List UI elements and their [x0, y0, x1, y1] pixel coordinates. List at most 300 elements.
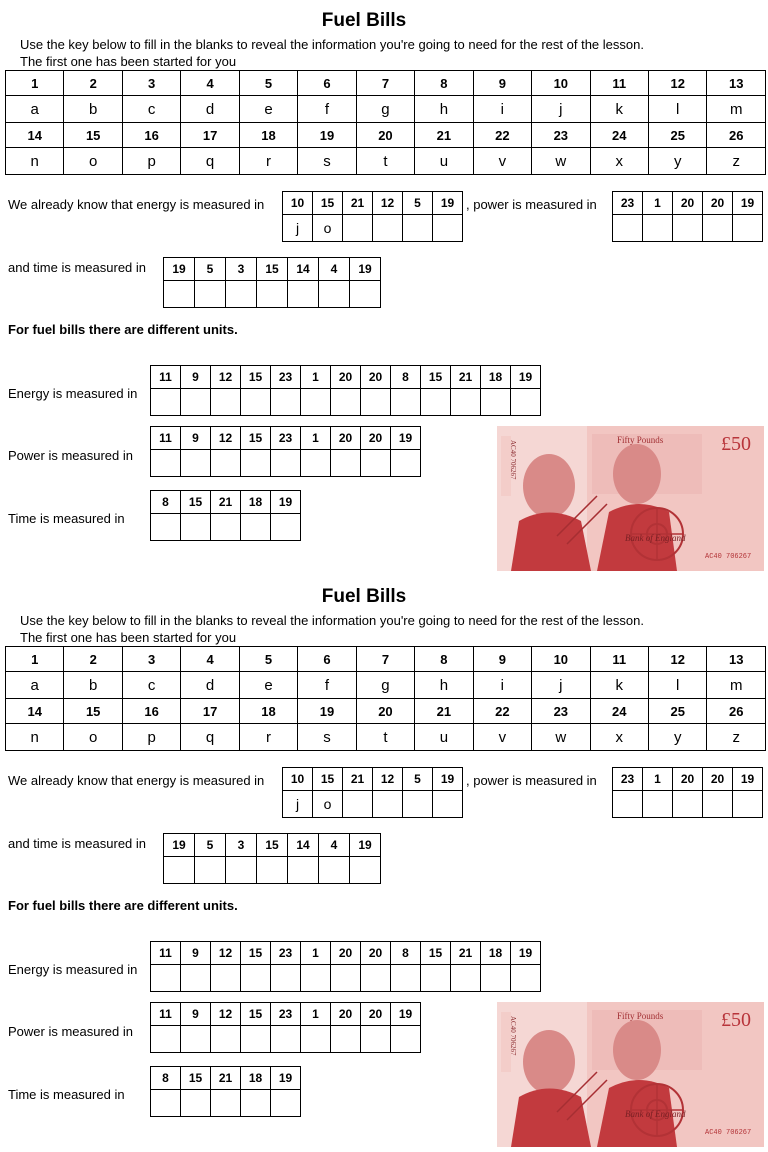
answer-blank-cell[interactable]	[181, 965, 211, 992]
answer-blank-cell[interactable]	[331, 1026, 361, 1053]
key-letter-cell: p	[122, 148, 180, 175]
answer-blank-cell[interactable]	[361, 389, 391, 416]
code-number-cell: 19	[350, 834, 381, 857]
code-number-cell: 19	[511, 366, 541, 389]
code-number-cell: 21	[343, 768, 373, 791]
answer-blank-cell[interactable]	[391, 389, 421, 416]
answer-blank-cell[interactable]	[319, 281, 350, 308]
code-number-cell: 10	[283, 192, 313, 215]
answer-blank-cell[interactable]	[481, 389, 511, 416]
key-letter-cell: j	[532, 672, 590, 699]
answer-blank-cell[interactable]	[271, 965, 301, 992]
answer-row	[283, 215, 463, 242]
answer-blank-cell[interactable]	[164, 857, 195, 884]
answer-row	[164, 857, 381, 884]
key-letter-cell: v	[473, 724, 531, 751]
answer-row	[613, 791, 763, 818]
key-number-cell: 25	[648, 123, 706, 148]
answer-blank-cell[interactable]	[331, 965, 361, 992]
answer-blank-cell[interactable]	[195, 857, 226, 884]
code-number-cell: 21	[343, 192, 373, 215]
answer-blank-cell[interactable]	[151, 965, 181, 992]
code-number-cell: 15	[181, 491, 211, 514]
key-number-cell: 5	[239, 71, 297, 96]
answer-blank-cell[interactable]	[211, 1090, 241, 1117]
key-number-cell: 12	[648, 647, 706, 672]
cipher-key-table	[5, 646, 766, 751]
answer-blank-cell[interactable]	[391, 1026, 421, 1053]
key-letter-cell: a	[6, 96, 64, 123]
answer-blank-cell[interactable]: o	[313, 215, 343, 242]
code-number-cell: 15	[313, 768, 343, 791]
code-number-cell: 19	[391, 1003, 421, 1026]
key-letter-cell: w	[532, 724, 590, 751]
code-number-row	[613, 192, 763, 215]
code-number-cell: 1	[301, 942, 331, 965]
code-number-cell: 18	[481, 942, 511, 965]
instruction-line-1: Use the key below to fill in the blanks to reveal the information you're going to need for the rest of the lesson.	[20, 613, 644, 628]
answer-blank-cell[interactable]	[373, 215, 403, 242]
banknote-denomination: £50	[721, 433, 751, 455]
code-table-watts	[612, 191, 763, 242]
code-number-cell: 20	[361, 366, 391, 389]
code-number-cell: 15	[241, 427, 271, 450]
answer-blank-cell[interactable]	[733, 215, 763, 242]
code-number-cell: 20	[361, 1003, 391, 1026]
key-letter-cell: h	[415, 96, 473, 123]
code-number-row	[151, 942, 541, 965]
key-number-cell: 2	[64, 71, 122, 96]
code-number-cell: 10	[283, 768, 313, 791]
code-number-cell: 12	[211, 366, 241, 389]
code-table-joules	[282, 767, 463, 818]
key-letter-cell: l	[648, 672, 706, 699]
answer-blank-cell[interactable]	[211, 1026, 241, 1053]
key-number-cell: 8	[415, 647, 473, 672]
code-number-cell: 21	[211, 491, 241, 514]
key-number-cell: 11	[590, 647, 648, 672]
answer-blank-cell[interactable]	[703, 791, 733, 818]
answer-blank-cell[interactable]	[511, 389, 541, 416]
answer-blank-cell[interactable]	[643, 215, 673, 242]
answer-blank-cell[interactable]	[301, 389, 331, 416]
code-number-cell: 1	[643, 192, 673, 215]
answer-blank-cell[interactable]	[421, 389, 451, 416]
code-number-cell: 19	[433, 192, 463, 215]
cipher-key-table	[5, 70, 766, 175]
code-number-cell: 20	[331, 942, 361, 965]
answer-blank-cell[interactable]	[343, 791, 373, 818]
key-number-cell: 24	[590, 699, 648, 724]
code-number-cell: 3	[226, 834, 257, 857]
answer-blank-cell[interactable]	[226, 281, 257, 308]
code-number-cell: 20	[673, 192, 703, 215]
key-number-cell: 13	[707, 647, 766, 672]
answer-blank-cell[interactable]	[373, 791, 403, 818]
key-number-cell: 25	[648, 699, 706, 724]
code-table-kilowatt-hours	[150, 365, 541, 416]
answer-blank-cell[interactable]	[481, 965, 511, 992]
answer-blank-cell[interactable]	[703, 215, 733, 242]
code-number-cell: 8	[391, 942, 421, 965]
answer-blank-cell[interactable]	[151, 1026, 181, 1053]
code-number-row	[283, 192, 463, 215]
code-number-cell: 4	[319, 258, 350, 281]
code-number-cell: 11	[151, 942, 181, 965]
code-number-row	[151, 427, 421, 450]
answer-blank-cell[interactable]	[271, 450, 301, 477]
time-label: Time is measured in	[8, 511, 125, 526]
answer-blank-cell[interactable]	[451, 965, 481, 992]
code-number-cell: 18	[481, 366, 511, 389]
key-number-cell: 4	[181, 71, 239, 96]
code-number-cell: 15	[257, 258, 288, 281]
key-letter-cell: k	[590, 96, 648, 123]
key-letter-cell: e	[239, 96, 297, 123]
power-sentence: , power is measured in	[466, 197, 597, 212]
code-number-cell: 4	[319, 834, 350, 857]
key-number-row	[6, 123, 766, 148]
answer-blank-cell[interactable]	[301, 450, 331, 477]
key-letter-cell: r	[239, 148, 297, 175]
code-number-cell: 19	[271, 1067, 301, 1090]
answer-blank-cell[interactable]	[433, 791, 463, 818]
code-number-cell: 12	[211, 427, 241, 450]
key-letter-cell: a	[6, 672, 64, 699]
answer-row	[613, 215, 763, 242]
code-number-cell: 9	[181, 1003, 211, 1026]
worksheet	[0, 576, 768, 1152]
code-number-cell: 1	[301, 1003, 331, 1026]
answer-blank-cell[interactable]: j	[283, 215, 313, 242]
answer-blank-cell[interactable]	[733, 791, 763, 818]
answer-blank-cell[interactable]	[319, 857, 350, 884]
answer-blank-cell[interactable]	[301, 965, 331, 992]
key-number-cell: 15	[64, 699, 122, 724]
energy-sentence: We already know that energy is measured in	[8, 197, 265, 212]
code-number-cell: 5	[195, 258, 226, 281]
key-letter-cell: j	[532, 96, 590, 123]
key-letter-cell: u	[415, 148, 473, 175]
code-number-cell: 1	[643, 768, 673, 791]
key-number-cell: 21	[415, 699, 473, 724]
code-number-cell: 19	[733, 768, 763, 791]
key-letter-cell: z	[707, 148, 766, 175]
answer-blank-cell[interactable]	[241, 1026, 271, 1053]
banknote-denomination: £50	[721, 1009, 751, 1031]
key-number-cell: 21	[415, 123, 473, 148]
answer-blank-cell[interactable]	[391, 450, 421, 477]
answer-blank-cell[interactable]: o	[313, 791, 343, 818]
key-number-cell: 20	[356, 699, 414, 724]
answer-row	[151, 1026, 421, 1053]
answer-blank-cell[interactable]	[181, 450, 211, 477]
answer-blank-cell[interactable]	[241, 450, 271, 477]
answer-blank-cell[interactable]	[350, 857, 381, 884]
answer-blank-cell[interactable]	[643, 791, 673, 818]
power-sentence: , power is measured in	[466, 773, 597, 788]
code-number-cell: 9	[181, 366, 211, 389]
answer-blank-cell[interactable]	[361, 450, 391, 477]
answer-blank-cell[interactable]	[511, 965, 541, 992]
code-number-cell: 15	[421, 366, 451, 389]
code-number-cell: 12	[211, 942, 241, 965]
key-letter-cell: r	[239, 724, 297, 751]
key-number-cell: 18	[239, 699, 297, 724]
answer-blank-cell[interactable]	[343, 215, 373, 242]
code-number-cell: 19	[391, 427, 421, 450]
key-number-cell: 2	[64, 647, 122, 672]
answer-row	[151, 965, 541, 992]
code-number-cell: 15	[241, 942, 271, 965]
section-heading: For fuel bills there are different units.	[8, 898, 238, 913]
key-number-cell: 20	[356, 123, 414, 148]
answer-blank-cell[interactable]	[331, 389, 361, 416]
answer-blank-cell[interactable]	[181, 514, 211, 541]
key-letter-cell: i	[473, 96, 531, 123]
banknote-serial: AC40 706267	[705, 1129, 752, 1137]
key-number-cell: 18	[239, 123, 297, 148]
answer-blank-cell[interactable]	[151, 514, 181, 541]
key-letter-cell: n	[6, 724, 64, 751]
answer-blank-cell[interactable]	[211, 450, 241, 477]
code-number-cell: 23	[271, 1003, 301, 1026]
key-number-cell: 3	[122, 71, 180, 96]
key-letter-cell: d	[181, 96, 239, 123]
code-number-cell: 15	[421, 942, 451, 965]
energy-sentence: We already know that energy is measured in	[8, 773, 265, 788]
answer-blank-cell[interactable]	[403, 791, 433, 818]
code-number-cell: 20	[331, 366, 361, 389]
key-letter-cell: p	[122, 724, 180, 751]
key-letter-cell: z	[707, 724, 766, 751]
serial-vertical: AC40 706267	[509, 440, 517, 480]
instruction-line-2: The first one has been started for you	[20, 54, 237, 69]
answer-blank-cell[interactable]	[257, 281, 288, 308]
answer-blank-cell[interactable]	[181, 389, 211, 416]
key-number-cell: 11	[590, 71, 648, 96]
answer-blank-cell[interactable]: j	[283, 791, 313, 818]
code-number-cell: 23	[613, 192, 643, 215]
answer-blank-cell[interactable]	[613, 215, 643, 242]
code-number-cell: 15	[313, 192, 343, 215]
answer-blank-cell[interactable]	[211, 389, 241, 416]
answer-blank-cell[interactable]	[613, 791, 643, 818]
code-number-cell: 1	[301, 366, 331, 389]
answer-blank-cell[interactable]	[211, 514, 241, 541]
code-number-cell: 12	[373, 192, 403, 215]
code-number-cell: 18	[241, 1067, 271, 1090]
code-table-kilowatts	[150, 1002, 421, 1053]
key-letter-cell: b	[64, 672, 122, 699]
key-number-cell: 16	[122, 699, 180, 724]
code-number-cell: 19	[511, 942, 541, 965]
answer-blank-cell[interactable]	[151, 1090, 181, 1117]
answer-blank-cell[interactable]	[288, 281, 319, 308]
code-number-cell: 19	[164, 258, 195, 281]
key-number-cell: 17	[181, 123, 239, 148]
answer-blank-cell[interactable]	[421, 965, 451, 992]
key-number-row	[6, 647, 766, 672]
answer-blank-cell[interactable]	[241, 514, 271, 541]
key-number-cell: 23	[532, 699, 590, 724]
answer-blank-cell[interactable]	[241, 965, 271, 992]
key-number-cell: 14	[6, 123, 64, 148]
banknote-header: Fifty Pounds	[617, 435, 664, 445]
key-letter-cell: s	[298, 148, 356, 175]
answer-blank-cell[interactable]	[451, 389, 481, 416]
answer-blank-cell[interactable]	[301, 1026, 331, 1053]
code-number-cell: 15	[181, 1067, 211, 1090]
key-letter-cell: f	[298, 96, 356, 123]
code-number-cell: 19	[271, 491, 301, 514]
banknote-image	[497, 426, 764, 571]
key-letter-cell: q	[181, 148, 239, 175]
key-number-row	[6, 71, 766, 96]
answer-blank-cell[interactable]	[361, 1026, 391, 1053]
answer-blank-cell[interactable]	[673, 215, 703, 242]
code-number-row	[164, 834, 381, 857]
energy-label: Energy is measured in	[8, 962, 138, 977]
key-number-cell: 9	[473, 71, 531, 96]
code-number-cell: 20	[703, 768, 733, 791]
key-letter-cell: v	[473, 148, 531, 175]
key-letter-cell: m	[707, 96, 766, 123]
code-table-kilowatts	[150, 426, 421, 477]
code-number-row	[151, 366, 541, 389]
answer-blank-cell[interactable]	[673, 791, 703, 818]
key-number-cell: 24	[590, 123, 648, 148]
instruction-line-1: Use the key below to fill in the blanks to reveal the information you're going to need for the rest of the lesson.	[20, 37, 644, 52]
key-letter-cell: x	[590, 148, 648, 175]
code-number-row	[151, 491, 301, 514]
code-number-cell: 5	[403, 192, 433, 215]
key-letter-cell: x	[590, 724, 648, 751]
code-number-cell: 21	[451, 366, 481, 389]
key-letter-cell: n	[6, 148, 64, 175]
key-letter-cell: d	[181, 672, 239, 699]
code-table-seconds	[163, 257, 381, 308]
code-number-cell: 23	[271, 427, 301, 450]
key-number-cell: 8	[415, 71, 473, 96]
answer-blank-cell[interactable]	[350, 281, 381, 308]
power-label: Power is measured in	[8, 448, 133, 463]
key-number-row	[6, 699, 766, 724]
code-number-cell: 23	[271, 366, 301, 389]
key-letter-row	[6, 148, 766, 175]
code-number-cell: 15	[241, 366, 271, 389]
code-number-cell: 12	[211, 1003, 241, 1026]
answer-blank-cell[interactable]	[331, 450, 361, 477]
key-letter-cell: m	[707, 672, 766, 699]
code-table-kilowatt-hours	[150, 941, 541, 992]
key-letter-cell: b	[64, 96, 122, 123]
answer-blank-cell[interactable]	[164, 281, 195, 308]
answer-blank-cell[interactable]	[271, 514, 301, 541]
key-letter-cell: e	[239, 672, 297, 699]
code-number-row	[283, 768, 463, 791]
code-number-cell: 12	[373, 768, 403, 791]
key-number-cell: 1	[6, 71, 64, 96]
key-number-cell: 13	[707, 71, 766, 96]
answer-blank-cell[interactable]	[433, 215, 463, 242]
key-letter-row	[6, 96, 766, 123]
key-letter-cell: l	[648, 96, 706, 123]
key-letter-cell: u	[415, 724, 473, 751]
key-number-cell: 16	[122, 123, 180, 148]
answer-blank-cell[interactable]	[151, 389, 181, 416]
answer-blank-cell[interactable]	[271, 1090, 301, 1117]
code-number-cell: 19	[733, 192, 763, 215]
key-letter-cell: y	[648, 724, 706, 751]
code-number-row	[151, 1067, 301, 1090]
key-number-cell: 15	[64, 123, 122, 148]
code-number-cell: 5	[195, 834, 226, 857]
answer-blank-cell[interactable]	[257, 857, 288, 884]
key-letter-cell: w	[532, 148, 590, 175]
answer-row	[151, 450, 421, 477]
answer-blank-cell[interactable]	[271, 1026, 301, 1053]
key-number-cell: 19	[298, 699, 356, 724]
code-number-cell: 23	[271, 942, 301, 965]
key-number-cell: 14	[6, 699, 64, 724]
banknote-header: Fifty Pounds	[617, 1011, 664, 1021]
answer-blank-cell[interactable]	[391, 965, 421, 992]
answer-blank-cell[interactable]	[226, 857, 257, 884]
banknote-illustration	[497, 426, 764, 571]
answer-blank-cell[interactable]	[271, 389, 301, 416]
answer-blank-cell[interactable]	[195, 281, 226, 308]
code-table-seconds	[163, 833, 381, 884]
code-number-cell: 19	[433, 768, 463, 791]
answer-row	[151, 389, 541, 416]
answer-blank-cell[interactable]	[151, 450, 181, 477]
answer-blank-cell[interactable]	[211, 965, 241, 992]
code-number-cell: 3	[226, 258, 257, 281]
key-number-cell: 23	[532, 123, 590, 148]
key-number-cell: 12	[648, 71, 706, 96]
answer-blank-cell[interactable]	[403, 215, 433, 242]
key-letter-cell: q	[181, 724, 239, 751]
key-letter-cell: c	[122, 672, 180, 699]
code-table-watts	[612, 767, 763, 818]
code-number-row	[613, 768, 763, 791]
answer-blank-cell[interactable]	[288, 857, 319, 884]
code-number-cell: 11	[151, 427, 181, 450]
banknote-issuer: Bank of England	[625, 533, 686, 543]
answer-blank-cell[interactable]	[361, 965, 391, 992]
code-number-cell: 11	[151, 1003, 181, 1026]
banknote-issuer: Bank of England	[625, 1109, 686, 1119]
answer-blank-cell[interactable]	[241, 1090, 271, 1117]
worksheet-title: Fuel Bills	[321, 10, 407, 31]
key-number-cell: 17	[181, 699, 239, 724]
worksheet-title: Fuel Bills	[321, 586, 407, 607]
key-letter-cell: t	[356, 148, 414, 175]
code-table-hours	[150, 1066, 301, 1117]
code-number-cell: 8	[391, 366, 421, 389]
time-label: Time is measured in	[8, 1087, 125, 1102]
answer-blank-cell[interactable]	[181, 1090, 211, 1117]
code-number-cell: 11	[151, 366, 181, 389]
code-table-joules	[282, 191, 463, 242]
code-number-cell: 19	[164, 834, 195, 857]
code-number-cell: 18	[241, 491, 271, 514]
section-heading: For fuel bills there are different units.	[8, 322, 238, 337]
answer-blank-cell[interactable]	[181, 1026, 211, 1053]
answer-blank-cell[interactable]	[241, 389, 271, 416]
key-letter-cell: g	[356, 672, 414, 699]
